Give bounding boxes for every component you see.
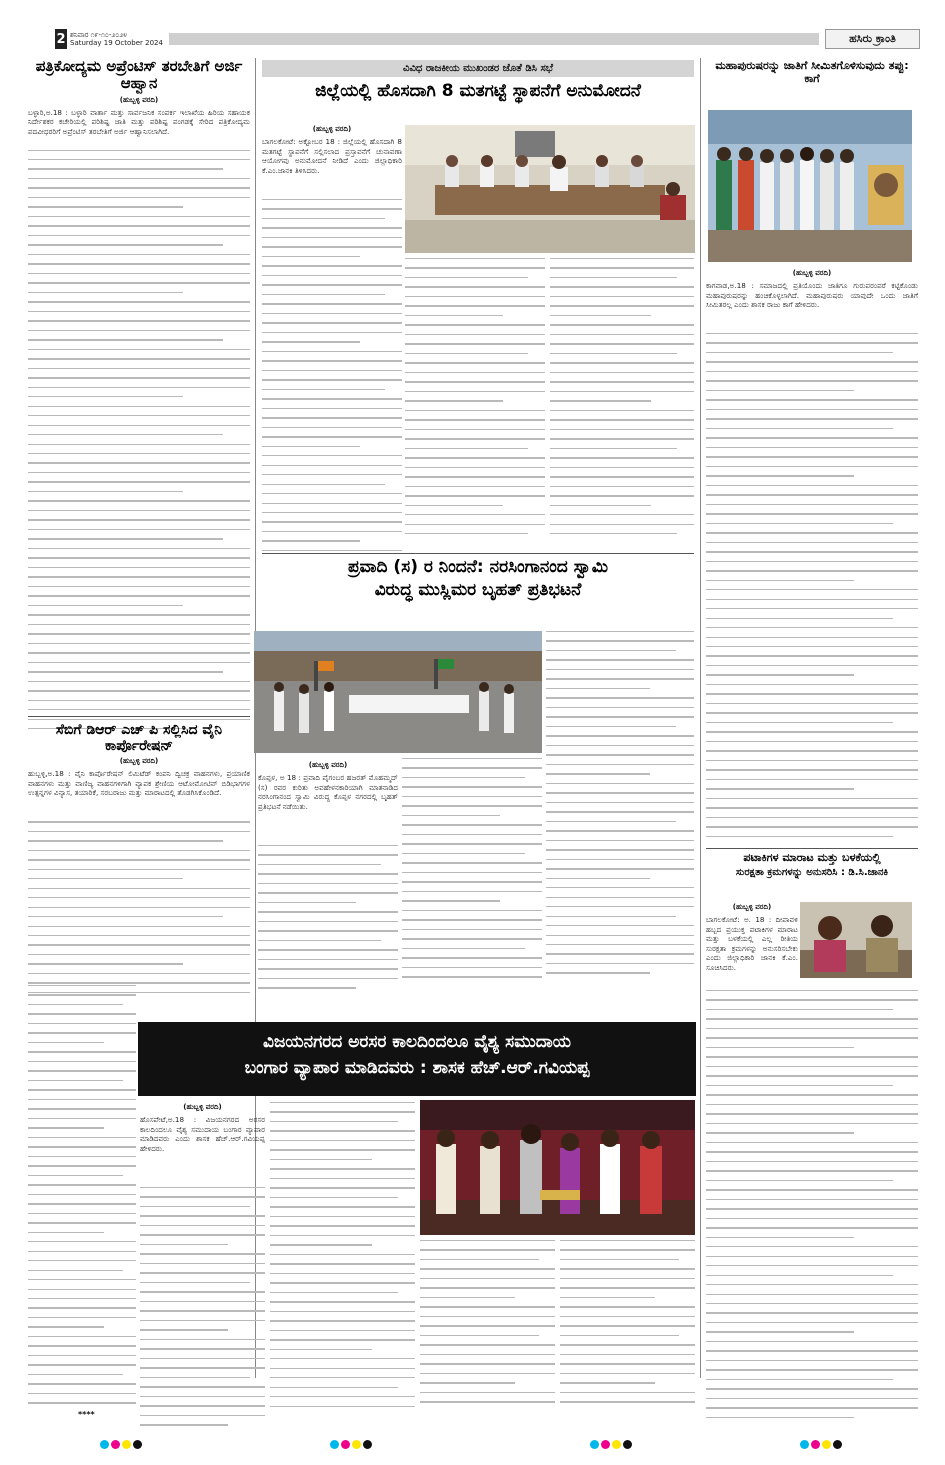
black-dot	[833, 1440, 842, 1449]
black-dot	[133, 1440, 142, 1449]
article-title: ಸೆಬಿಗೆ ಡಿಆರ್ ಎಚ್ ಪಿ ಸಲ್ಲಿಸಿದ ವೈನಿ ಕಾರ್ಪೊರೇಷನ್	[55, 722, 223, 755]
cyan-dot	[100, 1440, 109, 1449]
article-body	[140, 1187, 265, 1432]
divider	[28, 716, 250, 717]
magenta-dot	[341, 1440, 350, 1449]
divider	[706, 848, 918, 849]
article-body	[28, 150, 250, 735]
cyan-dot	[590, 1440, 599, 1449]
page-number: 2	[55, 29, 67, 49]
registration-marks	[800, 1440, 842, 1449]
article-title: ಜಿಲ್ಲೆಯಲ್ಲಿ ಹೊಸದಾಗಿ 8 ಮತಗಟ್ಟೆ ಸ್ಥಾಪನೆಗೆ ಅನುಮೋದನೆ	[315, 81, 641, 101]
article-body	[706, 990, 918, 1420]
article-title: ಪತ್ರಿಕೋದ್ಯಮ ಅಪ್ರೆಂಟಿಸ್ ತರಬೇತಿಗೆ ಅರ್ಜಿ ಆಹ್ವಾನ	[35, 57, 243, 93]
yellow-dot	[352, 1440, 361, 1449]
article-dc-meeting-col2	[405, 258, 545, 548]
article-byline: (ಹುಬ್ಬಳ್ಳಿ ವರದಿ)	[308, 761, 348, 769]
date-kannada: ಶನಿವಾರ ೧೯-೧೦-೨೦೨೪	[70, 31, 128, 39]
article-body	[402, 758, 542, 994]
article-apprentice	[28, 58, 250, 735]
article-body	[550, 258, 694, 548]
article-byline: (ಹುಬ್ಬಳ್ಳಿ ವರದಿ)	[732, 903, 772, 911]
registration-marks	[330, 1440, 372, 1449]
masthead	[55, 28, 920, 50]
article-body	[420, 1240, 555, 1418]
article-dc-meeting-col1	[262, 122, 402, 561]
yellow-dot	[822, 1440, 831, 1449]
cyan-dot	[800, 1440, 809, 1449]
article-pravadi-col3	[546, 631, 694, 996]
article-title-line2: ಸುರಕ್ಷತಾ ಕ್ರಮಗಳನ್ನು ಅನುಸರಿಸಿ : ಡಿ.ಸಿ.ಜಾನಕಿ	[735, 866, 889, 878]
article-title: ಮಹಾಪುರುಷರನ್ನು ಜಾತಿಗೆ ಸೀಮಿತಗೊಳಿಸುವುದು ತಪ್ಪು: ಕಾಗೆ	[715, 59, 909, 85]
article-body	[258, 845, 398, 995]
meeting-photo	[405, 125, 695, 253]
banner-title-line2: ಬಂಗಾರ ವ್ಯಾಪಾರ ಮಾಡಿದವರು : ಶಾಸಕ ಹೆಚ್.ಆರ್.ಗವಿಯಪ್ಪ	[244, 1058, 590, 1078]
article-body	[28, 985, 136, 1410]
safety-photo-illustration	[800, 902, 912, 978]
article-body	[546, 631, 694, 996]
article-body	[28, 821, 250, 999]
article-byline: (ಹುಬ್ಬಳ್ಳಿ ವರದಿ)	[119, 95, 159, 104]
yellow-dot	[612, 1440, 621, 1449]
paper-name: ಹಸಿರು ಕ್ರಾಂತಿ	[825, 29, 920, 49]
registration-marks	[590, 1440, 632, 1449]
article-lead: ಕಾಗವಾಡ,ಅ.18 : ಸಮಾಜದಲ್ಲಿ ಪ್ರತಿಯೊಂದು ಜಾತಿಗೂ ಗುರುಪರಂಪರೆ ಕಟ್ಟಿಕೊಂಡು ಮಹಾಪುರುಷರನ್ನು ಹಂಚಿಕೊಳ್ಳಲಾಗಿದೆ. ಮಹಾಪುರುಷರು ಯಾವುದೇ ಒಂದು ಜಾತಿಗೆ ಸೀಮಿತರಲ್ಲ ಎಂದು ಶಾಸಕ ರಾಜು ಕಾಗೆ ಹೇಳಿದರು.	[706, 281, 918, 310]
protest-photo	[254, 631, 542, 753]
end-mark: ****	[78, 1410, 95, 1419]
article-lead: ಕೊಪ್ಪಳ, ಅ 18 : ಪ್ರವಾದಿ ಪೈಗಂಬರ ಹಜರತ್ ಮೊಹಮ್ಮದ್ (ಸ) ರವರ ಕುರಿತು ಅವಹೇಳನಕಾರಿಯಾಗಿ ಮಾತನಾಡಿದ ನರಸಿಂಗಾನಂದ ಸ್ವಾಮಿ ವಿರುದ್ಧ ಕೊಪ್ಪಳ ನಗರದಲ್ಲಿ ಬೃಹತ್ ಪ್ರತಿಭಟನೆ ನಡೆಯಿತು.	[258, 773, 398, 811]
article-body	[560, 1240, 695, 1418]
column-rule	[700, 58, 701, 1378]
article-title-line1: ಪಟಾಕಿಗಳ ಮಾರಾಟ ಮತ್ತು ಬಳಕೆಯಲ್ಲಿ	[743, 851, 881, 864]
article-safety-body	[706, 990, 918, 1420]
registration-marks	[100, 1440, 142, 1449]
article-lead: ಬಾಗಲಕೋಟೆ: ಅ. 18 : ದೀಪಾವಳಿ ಹಬ್ಬದ ಪ್ರಯುಕ್ತ ಪಟಾಕಿಗಳ ಮಾರಾಟ ಮತ್ತು ಬಳಕೆಯಲ್ಲಿ ಎಲ್ಲ ರೀತಿಯ ಸುರಕ್ಷತಾ ಕ್ರಮಗಳನ್ನು ಅನುಸರಿಸಬೇಕು ಎಂದು ಜಿಲ್ಲಾಧಿಕಾರಿ ಜಾನಕಿ ಕೆ.ಎಂ. ಸೂಚಿಸಿದರು.	[706, 915, 798, 972]
article-sebi	[28, 722, 250, 999]
meeting-photo-illustration	[405, 125, 695, 253]
article-byline: (ಹುಬ್ಬಳ್ಳಿ ವರದಿ)	[792, 269, 832, 277]
kage-event-illustration	[708, 110, 912, 262]
cyan-dot	[330, 1440, 339, 1449]
magenta-dot	[811, 1440, 820, 1449]
article-kicker: ವಿವಿಧ ರಾಜಕೀಯ ಮುಖಂಡರ ಜೊತೆ ಡಿಸಿ ಸಭೆ	[262, 60, 694, 77]
article-body	[262, 199, 402, 561]
vijayanagara-event-photo	[420, 1100, 695, 1235]
article-byline: (ಹುಬ್ಬಳ್ಳಿ ವರದಿ)	[183, 1103, 222, 1111]
article-title-line1: ಪ್ರವಾದಿ (ಸ) ರ ನಿಂದನೆ: ನರಸಿಂಗಾನಂದ ಸ್ವಾಮಿ	[347, 557, 609, 577]
article-sebi-continued	[28, 985, 136, 1419]
black-dot	[363, 1440, 372, 1449]
divider	[262, 553, 694, 554]
kage-event-photo	[708, 110, 912, 262]
article-byline: (ಹುಬ್ಬಳ್ಳಿ ವರದಿ)	[312, 125, 352, 133]
magenta-dot	[601, 1440, 610, 1449]
date-english: Saturday 19 October 2024	[70, 39, 163, 47]
black-dot	[623, 1440, 632, 1449]
article-kage	[706, 60, 918, 85]
article-lead: ಬಳ್ಳಾರಿ,ಅ.18 : ಬಳ್ಳಾರಿ ವಾರ್ತಾ ಮತ್ತು ಸಾರ್ವಜನಿಕ ಸಂಪರ್ಕ ಇಲಾಖೆಯ ಹಿರಿಯ ಸಹಾಯಕ ನಿರ್ದೇಶಕರ ಕಚೇರಿಯಲ್ಲಿ ಪರಿಶಿಷ್ಟ ಜಾತಿ ಮತ್ತು ಪರಿಶಿಷ್ಟ ಪಂಗಡಕ್ಕೆ ಸೇರಿದ ಪತ್ರಿಕೋದ್ಯಮ ಪದವೀಧರರಿಗೆ ಅಪ್ರೆಂಟಿಸ್ ತರಬೇತಿಗೆ ಅರ್ಜಿ ಆಹ್ವಾನಿಸಲಾಗಿದೆ.	[28, 107, 250, 136]
protest-photo-illustration	[254, 631, 542, 753]
article-kage-body	[706, 266, 918, 853]
article-body	[706, 333, 918, 853]
article-pravadi	[262, 558, 694, 600]
headline-banner	[138, 1022, 696, 1096]
article-lead: ಹೊಸಪೇಟೆ,ಅ.18 : ವಿಜಯನಗರದ ಅರಸರ ಕಾಲದಿಂದಲೂ ವೈಶ್ಯ ಸಮುದಾಯ ಬಂಗಾರ ವ್ಯಾಪಾರ ಮಾಡಿದವರು ಎಂದು ಶಾಸಕ ಹೆಚ್.ಆರ್.ಗವಿಯಪ್ಪ ಹೇಳಿದರು.	[140, 1115, 265, 1153]
article-dc-meeting-col3	[550, 258, 694, 548]
magenta-dot	[111, 1440, 120, 1449]
article-vijayanagara-col2	[270, 1102, 415, 1417]
article-byline: (ಹುಬ್ಬಳ್ಳಿ ವರದಿ)	[119, 757, 159, 766]
article-body	[270, 1102, 415, 1417]
banner-title-line1: ವಿಜಯನಗರದ ಅರಸರ ಕಾಲದಿಂದಲೂ ವೈಶ್ಯ ಸಮುದಾಯ	[263, 1032, 571, 1052]
vijayanagara-event-illustration	[420, 1100, 695, 1235]
article-title-line2: ವಿರುದ್ಧ ಮುಸ್ಲಿಮರ ಬೃಹತ್ ಪ್ರತಿಭಟನೆ	[374, 579, 582, 600]
article-vijayanagara-col4	[560, 1240, 695, 1418]
date-block	[70, 31, 163, 47]
article-lead: ಹುಬ್ಬಳ್ಳಿ,ಅ.18 : ವೈನಿ ಕಾರ್ಪೊರೇಷನ್ ಲಿಮಿಟೆಡ್ ಕಂಪನಿ ದ್ವಿಚಕ್ರ ವಾಹನಗಳು, ಪ್ರಯಾಣಿಕ ವಾಹನಗಳು ಮತ್ತು ವಾಣಿಜ್ಯ ವಾಹನಗಳಿಗಾಗಿ ವ್ಯಾಪಕ ಶ್ರೇಣಿಯ ಆಟೋಮೋಟಿವ್ ಬಿಡಿಭಾಗಗಳ ಉತ್ಪನ್ನಗಳ ವಿನ್ಯಾಸ, ತಯಾರಿಕೆ, ಸರಬರಾಜು ಮತ್ತು ಮಾರಾಟದಲ್ಲಿ ತೊಡಗಿಸಿಕೊಂಡಿದೆ.	[28, 769, 250, 798]
article-vijayanagara-col3	[420, 1240, 555, 1418]
safety-photo	[800, 902, 912, 978]
article-safety	[706, 852, 918, 878]
masthead-bar	[169, 33, 819, 45]
article-body	[405, 258, 545, 548]
article-lead: ಬಾಗಲಕೋಟೆ: ಅಕ್ಟೋಬರ 18 : ಜಿಲ್ಲೆಯಲ್ಲಿ ಹೊಸದಾಗಿ 8 ಮತಗಟ್ಟೆ ಸ್ಥಾಪನೆಗೆ ಸಲ್ಲಿಸಲಾದ ಪ್ರಸ್ತಾವನೆಗೆ ಚುನಾವಣಾ ಆಯೋಗವು ಅನುಮೋದನೆ ನೀಡಿದೆ ಎಂದು ಜಿಲ್ಲಾಧಿಕಾರಿ ಕೆ.ಎಂ.ಜಾನಕಿ ತಿಳಿಸಿದರು.	[262, 137, 402, 175]
yellow-dot	[122, 1440, 131, 1449]
article-pravadi-col2	[402, 758, 542, 994]
article-dc-meeting	[262, 60, 694, 102]
article-pravadi-col1	[258, 758, 398, 995]
article-vijayanagara-col1	[140, 1100, 265, 1432]
